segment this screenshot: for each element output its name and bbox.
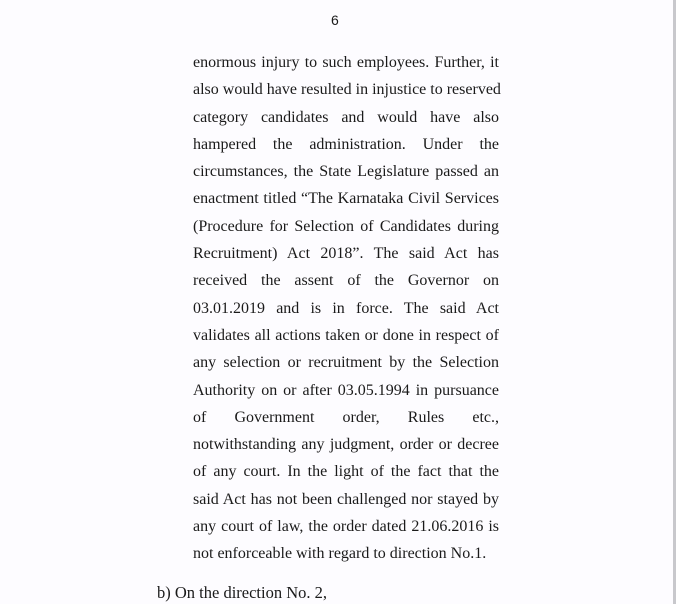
- paragraph-line: also would have resulted in injustice to reserved: [193, 81, 501, 99]
- paragraph-line: not enforceable with regard to direction No.1.: [193, 545, 487, 563]
- paragraph-line: Recruitment) Act 2018”. The said Act has: [193, 245, 499, 263]
- paragraph-line: 03.01.2019 and is in force. The said Act: [193, 299, 499, 317]
- section-subheading: b) On the direction No. 2,: [157, 583, 328, 602]
- paragraph-line: circumstances, the State Legislature passed an: [193, 163, 499, 181]
- paragraph-line: category candidates and would have also: [193, 108, 499, 126]
- paragraph-line: enormous injury to such employees. Further, it: [193, 54, 499, 71]
- paragraph-line: hampered the administration. Under the: [193, 135, 499, 153]
- page-number: 6: [331, 12, 339, 28]
- paragraph-line: any selection or recruitment by the Selection: [193, 354, 499, 372]
- paragraph-line: received the assent of the Governor on: [193, 272, 499, 290]
- paragraph-line: any court of law, the order dated 21.06.2016 is: [193, 518, 499, 536]
- paragraph-line: validates all actions taken or done in respect of: [193, 326, 499, 344]
- body-paragraph: [193, 49, 499, 568]
- paragraph-line: Authority on or after 03.05.1994 in pursuance: [193, 381, 499, 399]
- paragraph-line: enactment titled “The Karnataka Civil Services: [193, 190, 499, 208]
- paragraph-line: notwithstanding any judgment, order or decree: [193, 436, 499, 454]
- paragraph-line: (Procedure for Selection of Candidates during: [193, 217, 499, 235]
- paragraph-line: said Act has not been challenged nor stayed by: [193, 490, 499, 508]
- paragraph-line: of any court. In the light of the fact that the: [193, 463, 499, 481]
- paragraph-line: of Government order, Rules etc.,: [193, 408, 499, 426]
